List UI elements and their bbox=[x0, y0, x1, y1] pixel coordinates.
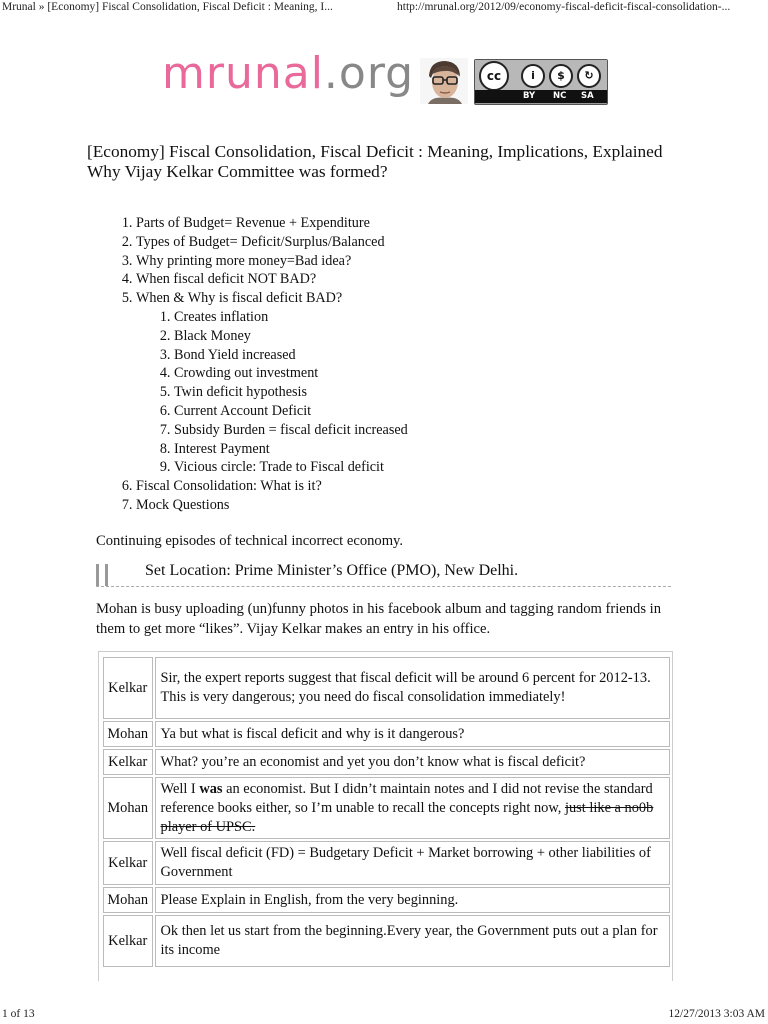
print-page-url: http://mrunal.org/2012/09/economy-fiscal-deficit-fiscal-consolidation-... bbox=[397, 1, 731, 13]
table-of-contents bbox=[96, 214, 408, 515]
page-number: 1 of 13 bbox=[2, 1008, 35, 1020]
table-row bbox=[103, 749, 670, 775]
toc-subitem[interactable]: 5. Twin deficit hypothesis bbox=[174, 383, 408, 402]
cc-logo-icon: cc bbox=[479, 61, 509, 91]
toc-item[interactable]: 6. Fiscal Consolidation: What is it? bbox=[136, 477, 408, 496]
speaker-cell: Kelkar bbox=[103, 749, 153, 775]
speaker-cell: Mohan bbox=[103, 721, 153, 747]
speaker-cell: Mohan bbox=[103, 777, 153, 839]
dialogue-cell: Ya but what is fiscal deficit and why is it dangerous? bbox=[155, 721, 670, 747]
license-by: BY bbox=[523, 91, 536, 101]
toc-subitem[interactable]: 4. Crowding out investment bbox=[174, 364, 408, 383]
print-header bbox=[0, 0, 768, 18]
toc-subitem[interactable]: 7. Subsidy Burden = fiscal deficit increased bbox=[174, 421, 408, 440]
table-row bbox=[103, 841, 670, 885]
dialogue-cell: Ok then let us start from the beginning.Every year, the Government puts out a plan for its income bbox=[155, 915, 670, 967]
dialogue-table-container bbox=[98, 651, 673, 981]
toc-item[interactable]: 4. When fiscal deficit NOT BAD? bbox=[136, 270, 408, 289]
speaker-cell: Kelkar bbox=[103, 657, 153, 719]
table-row bbox=[103, 915, 670, 967]
license-labels bbox=[475, 90, 607, 103]
toc-item[interactable]: 1. Parts of Budget= Revenue + Expenditure bbox=[136, 214, 408, 233]
print-page-title: Mrunal » [Economy] Fiscal Consolidation, Fiscal Deficit : Meaning, I... bbox=[2, 1, 333, 13]
noncommercial-icon: $ bbox=[549, 64, 573, 88]
speaker-cell: Kelkar bbox=[103, 841, 153, 885]
license-nc: NC bbox=[553, 91, 567, 101]
article-title: [Economy] Fiscal Consolidation, Fiscal Deficit : Meaning, Implications, Explained Why Vijay Kelkar Committee was formed? bbox=[87, 142, 663, 181]
toc-subitem[interactable]: 6. Current Account Deficit bbox=[174, 402, 408, 421]
dialogue-cell: Sir, the expert reports suggest that fiscal deficit will be around 6 percent for 2012-13. This is very dangerous; you need do fiscal consolidation immediately! bbox=[155, 657, 670, 719]
creative-commons-badge[interactable] bbox=[474, 59, 608, 105]
toc-sublist bbox=[136, 308, 408, 477]
sharealike-icon: ↻ bbox=[577, 64, 601, 88]
toc-item[interactable]: 5. When & Why is fiscal deficit BAD? 1. Creates inflation 2. Black Money 3. Bond Yield increased 4. Crowding out investment 5. Twin deficit hypothesis 6. Current Account Deficit 7. Subsidy Burden = fiscal deficit increased 8. Interest Payment 9. Vicious circle: Trade to Fiscal deficit bbox=[136, 289, 408, 477]
emphasis-text: was bbox=[199, 780, 223, 797]
dialogue-cell: What? you’re an economist and yet you don’t know what is fiscal deficit? bbox=[155, 749, 670, 775]
table-row bbox=[103, 657, 670, 719]
toc-subitem[interactable]: 3. Bond Yield increased bbox=[174, 346, 408, 365]
dialogue-cell: Well I was an economist. But I didn’t maintain notes and I did not revise the standard reference books either, so I’m unable to recall the concepts right now, just like a no0b player of UPSC. bbox=[155, 777, 670, 839]
site-logo[interactable] bbox=[162, 48, 414, 99]
intro-text: Continuing episodes of technical incorrect economy. bbox=[96, 533, 404, 549]
struck-text: just like a no0b player of UPSC. bbox=[160, 799, 654, 835]
story-paragraph: Mohan is busy uploading (un)funny photos in his facebook album and tagging random friends in them to get more “likes”. Vijay Kelkar makes an entry in his office. bbox=[96, 601, 662, 637]
dialogue-table bbox=[101, 655, 672, 969]
toc-item[interactable]: 2. Types of Budget= Deficit/Surplus/Balanced bbox=[136, 233, 408, 252]
author-avatar bbox=[420, 58, 468, 104]
toc-subitem[interactable]: 9. Vicious circle: Trade to Fiscal deficit bbox=[174, 458, 408, 477]
logo-tld: .org bbox=[323, 48, 415, 99]
attribution-icon: i bbox=[521, 64, 545, 88]
license-sa: SA bbox=[581, 91, 594, 101]
table-row bbox=[103, 887, 670, 913]
toc-subitem[interactable]: 2. Black Money bbox=[174, 327, 408, 346]
set-location-text: Set Location: Prime Minister’s Office (PMO), New Delhi. bbox=[145, 562, 519, 579]
table-row bbox=[103, 721, 670, 747]
logo-name: mrunal bbox=[162, 48, 324, 99]
print-datetime: 12/27/2013 3:03 AM bbox=[668, 1008, 765, 1020]
heading-bars-icon bbox=[96, 564, 108, 586]
toc-item[interactable]: 3. Why printing more money=Bad idea? bbox=[136, 252, 408, 271]
table-row bbox=[103, 777, 670, 839]
print-footer bbox=[0, 1006, 768, 1024]
toc-subitem[interactable]: 8. Interest Payment bbox=[174, 440, 408, 459]
toc-subitem[interactable]: 1. Creates inflation bbox=[174, 308, 408, 327]
toc-item[interactable]: 7. Mock Questions bbox=[136, 496, 408, 515]
dialogue-cell: Well fiscal deficit (FD) = Budgetary Deficit + Market borrowing + other liabilities of Government bbox=[155, 841, 670, 885]
dialogue-cell: Please Explain in English, from the very beginning. bbox=[155, 887, 670, 913]
section-heading bbox=[96, 562, 671, 587]
speaker-cell: Mohan bbox=[103, 887, 153, 913]
speaker-cell: Kelkar bbox=[103, 915, 153, 967]
